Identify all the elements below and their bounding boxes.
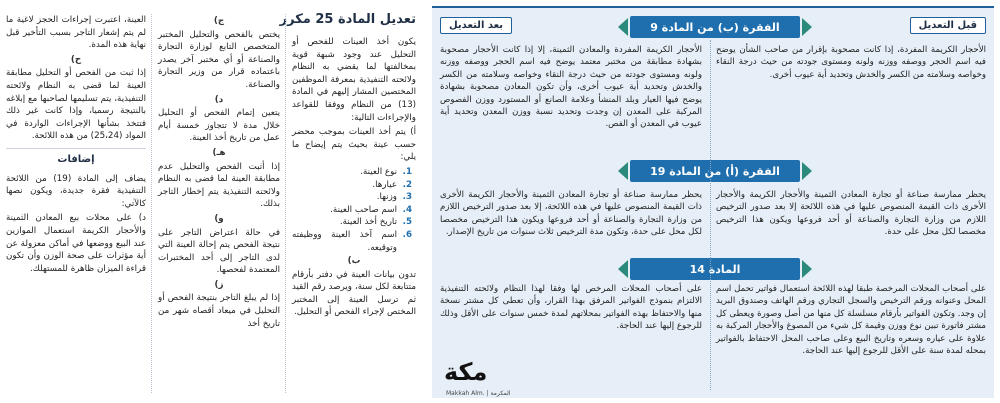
clause-label: ج): [213, 16, 225, 26]
logo-brand-text: Makkah Alm. | المكرمة: [446, 390, 511, 397]
list-item: 3. وزنها.: [376, 192, 412, 203]
paragraph: أ) يتم أخذ العينات بموجب محضر حسب عينة بحيث يتم إيضاح ما يلي:: [292, 127, 416, 163]
paragraph: العينة، اعتبرت إجراءات الحجز لاغية ما لم يتم إشعار التاجر بسبب التأخير قبل نهاية هذه المدة.: [6, 15, 146, 51]
paragraph: تدون بيانات العينة في دفتر بأرقام متتابعة لكل سنة، ويرصد رقم القيد ثم ترسل العينة إلى المختبر المختص لإجراء الفحص أو التحليل.: [292, 269, 416, 318]
article-title: تعديل المادة 25 مكرر: [279, 12, 416, 27]
section-title: المادة 14: [689, 262, 741, 276]
before-text-article-14: على أصحاب المحلات المرخصة طبقا لهذه اللائحة استعمال فواتير تحمل اسم المحل وعنوانه ورقم الترخيص والسجل التجاري ورقم الهاتف وصندوق البريد إن وجد. وتكون الفواتير بأرقام مسلسلة كل منها من أصل وصورة ويعطى كل مشتر فاتورة تبين نوع ووزن وقيمة كل شيء من المصوغ والأحجار المركبة به علاوة على عياره وسعره وتاريخ البيع وعلى صاحب المحل الاحتفاظ بالفواتير بمحله لمدة سنة على الأقل للرجوع إليها عند الحاجة.: [716, 284, 986, 357]
clause-label: د): [214, 94, 224, 105]
sample-details-list: [292, 166, 416, 254]
article-column-1: [292, 36, 416, 321]
after-text-article-14: على أصحاب المحلات المرخص لها وفقا لهذا النظام ولائحته التنفيذية الالتزام بنموذج الفواتير المرفق بهذا القرار، وأن تعطى كل مشتر نسخة منها والاحتفاظ بهذه الفواتير بمحلاتهم لمدة خمس سنوات على الأقل وذلك للرجوع إليها عند الحاجة.: [440, 284, 702, 332]
after-label: بعد التعديل: [440, 17, 512, 34]
list-item: 2. عيارها.: [372, 179, 412, 190]
section-ribbon-article-14: [618, 258, 812, 280]
list-item: 4. اسم صاحب العينة.: [330, 204, 412, 215]
paragraph: يتعين إتمام الفحص أو التحليل خلال مدة لا تتجاوز خمسة أيام عمل من تاريخ أخذ العينة.: [158, 108, 280, 144]
article-column-2: [158, 14, 280, 332]
section-title: الفقرة (أ) من المادة 19: [650, 164, 780, 178]
column-divider: [285, 14, 286, 393]
paragraph: يختص بالفحص والتحليل المختبر المتخصص التابع لوزارة التجارة والصناعة أو أي مختبر آخر يصدر باعتماده قرار من وزير التجارة والصناعة.: [158, 29, 280, 90]
clause-label: و): [214, 213, 224, 224]
column-divider: [710, 40, 711, 390]
clause-label: ز): [214, 279, 224, 290]
article-column-3: [6, 14, 146, 277]
paragraph: يكون أخذ العينات للفحص أو التحليل عند وجود شبهة قوية بمخالفتها لما يقضي به النظام ولائحته التنفيذية بمعرفة الموظفين المختصين المشار إليهم في المادة (13) من النظام ووفقا للقواعد والإجراءات التالية:: [292, 37, 416, 123]
additions-heading: إضافات: [57, 153, 95, 165]
after-text-article-9b: الأحجار الكريمة المفردة والمعادن الثمينة، إلا إذا كانت الأحجار مصحوبة بشهادة مطابقة من مختبر معتمد يوضح فيه اسم الحجر ووصفه ووزنه ولونه ومستوى جودته من حيث درجة النقاء وخواصه وسلامته من الكسر والخدش وتحديد أية عيوب أخرى، وأن تكون المعادن مصحوبة بشهادة يوضح فيها العيار وبلد المنشأ وعلامة الصانع أو المستورد ووزن الفصوص المركبة على المعدن إن وجدت وتحديد نسبة ووزن المعدن وتحديد أية عيوب في المعدن أو الفص.: [440, 45, 702, 130]
divider: [6, 148, 146, 149]
list-item: 1. نوع العينة.: [360, 166, 412, 177]
before-text-article-9b: الأحجار الكريمة المفردة، إذا كانت مصحوبة بإقرار من صاحب الشأن يوضح فيه اسم الحجر ووصفه ووزنه ولونه ومستوى جودته من حيث درجة النقاء وخواصه وسلامته من الكسر والخدش وتحديد أية عيوب أخرى.: [716, 45, 986, 80]
before-label: قبل التعديل: [910, 17, 986, 34]
paragraph: يضاف إلى المادة (19) من اللائحة التنفيذية فقرة جديدة، ويكون نصها كالآتي:: [6, 173, 146, 209]
section-ribbon-article-9b: [618, 16, 812, 38]
paragraph: إذا أثبت الفحص والتحليل عدم مطابقة العينة لما قضى به النظام ولائحته التنفيذية يتم إخطار التاجر بذلك.: [158, 161, 280, 210]
before-text-article-19a: يحظر ممارسة صناعة أو تجارة المعادن الثمينة والأحجار الكريمة والأحجار الأخرى ذات القيمة المنصوص عليها في هذه اللائحة إلا بعد صدور الترخيص اللازم من وزارة التجارة والصناعة أو أحد فروعها ويكون هذا الترخيص مخصصا لكل محل على حدة.: [716, 190, 986, 238]
clause-label: ح): [70, 54, 82, 65]
newspaper-logo: [440, 358, 540, 398]
paragraph: إذا لم يبلغ التاجر بنتيجة الفحص أو التحليل في ميعاد أقصاه شهر من تاريخ أخذ: [158, 293, 280, 329]
after-text-article-19a: يحظر ممارسة صناعة أو تجارة المعادن الثمينة والأحجار الكريمة الأخرى ذات القيمة المنصوص عليها في هذه اللائحة، إلا بعد صدور الترخيص اللازم من وزارة التجارة والصناعة أو أحد فروعها ويكون هذا الترخيص مخصصا لكل محل على حدة، وتكون مدة الترخيص ثلاث سنوات من تاريخ الإصدار.: [440, 190, 702, 238]
column-divider: [151, 14, 152, 393]
list-item: 6. اسم آخذ العينة ووظيفته وتوقيعه.: [292, 229, 412, 253]
paragraph: إذا ثبت من الفحص أو التحليل مطابقة العينة لما قضى به النظام ولائحته التنفيذية، يتم تسليمها لصاحبها مع إبلاغه بالنتيجة رسميا، وإذا كانت غير ذلك فتتخذ بشأنها الإجراءات الواردة في المواد (25،24) من هذه اللائحة.: [6, 68, 146, 142]
comparison-panel: [432, 6, 994, 398]
section-ribbon-article-19a: [618, 160, 812, 182]
clause-label: ب): [347, 256, 361, 267]
logo-mark: مكة: [444, 358, 488, 386]
paragraph: د) على محلات بيع المعادن الثمينة والأحجار الكريمة استعمال الموازين عند البيع ووضعها في أماكن معزولة عن أية مؤثرات على صحة الوزن وأن تكون قراءة الميزان ظاهرة للمستهلك.: [6, 213, 146, 274]
clause-label: هـ): [212, 147, 226, 158]
paragraph: في حالة اعتراض التاجر على نتيجة الفحص يتم إحالة العينة التي لدى التاجر إلى أحد المختبرات المعتمدة لفحصها.: [158, 227, 280, 276]
list-item: 5. تاريخ أخذ العينة.: [339, 217, 412, 228]
section-title: الفقرة (ب) من المادة 9: [650, 20, 780, 34]
